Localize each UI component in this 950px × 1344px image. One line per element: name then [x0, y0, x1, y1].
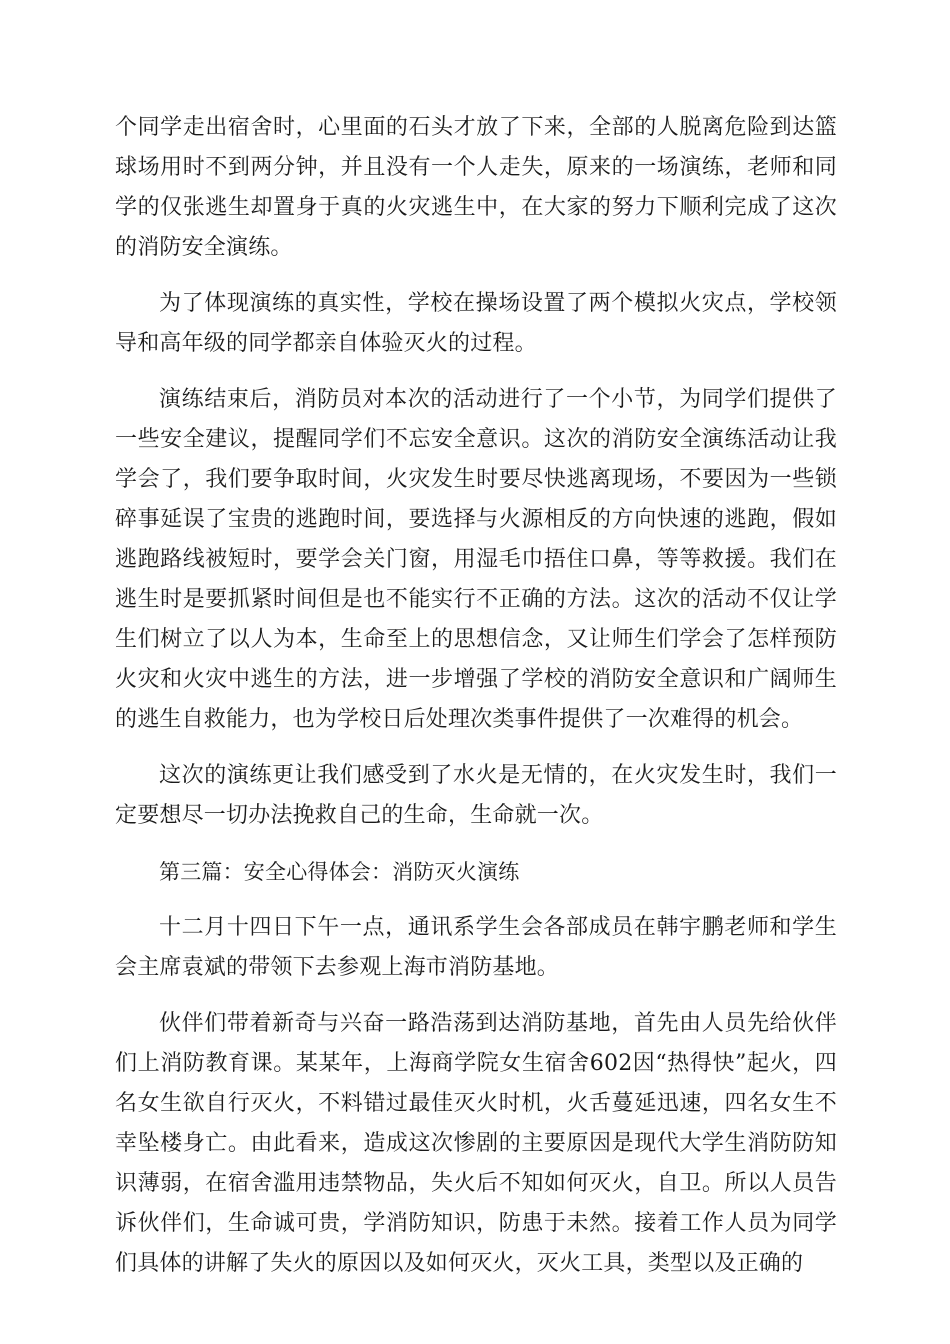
paragraph-2: 为了体现演练的真实性，学校在操场设置了两个模拟火灾点，学校领导和高年级的同学都亲自体验灭火的过程。: [115, 291, 837, 356]
paragraph-5: 十二月十四日下午一点，通讯系学生会各部成员在韩宇鹏老师和学生会主席袁斌的带领下去参观上海市消防基地。: [115, 915, 837, 980]
document-body: [115, 108, 837, 1300]
paragraph-4: 这次的演练更让我们感受到了水火是无情的，在火灾发生时，我们一定要想尽一切办法挽救自己的生命，生命就一次。: [115, 763, 837, 828]
paragraph-6: 伙伴们带着新奇与兴奋一路浩荡到达消防基地，首先由人员先给伙伴们上消防教育课。某某年，上海商学院女生宿舍602因“热得快”起火，四名女生欲自行灭火，不料错过最佳灭火时机，火舌蔓延迅速，四名女生不幸坠楼身亡。由此看来，造成这次惨剧的主要原因是现代大学生消防防知识薄弱，在宿舍滥用违禁物品，失火后不知如何灭火，自卫。所以人员告诉伙伴们，生命诚可贵，学消防知识，防患于未然。接着工作人员为同学们具体的讲解了失火的原因以及如何灭火，灭火工具，类型以及正确的: [115, 1011, 837, 1276]
paragraph-1: 个同学走出宿舍时，心里面的石头才放了下来，全部的人脱离危险到达篮球场用时不到两分钟，并且没有一个人走失，原来的一场演练，老师和同学的仅张逃生却置身于真的火灾逃生中，在大家的努力下顺利完成了这次的消防安全演练。: [115, 115, 837, 260]
paragraph-3: 演练结束后，消防员对本次的活动进行了一个小节，为同学们提供了一些安全建议，提醒同学们不忘安全意识。这次的消防安全演练活动让我学会了，我们要争取时间，火灾发生时要尽快逃离现场，不要因为一些锁碎事延误了宝贵的逃跑时间，要选择与火源相反的方向快速的逃跑，假如逃跑路线被短时，要学会关门窗，用湿毛巾捂住口鼻，等等救援。我们在逃生时是要抓紧时间但是也不能实行不正确的方法。这次的活动不仅让学生们树立了以人为本，生命至上的思想信念，又让师生们学会了怎样预防火灾和火灾中逃生的方法，进一步增强了学校的消防安全意识和广阔师生的逃生自救能力，也为学校日后处理次类事件提供了一次难得的机会。: [115, 387, 837, 732]
section-heading: 第三篇：安全心得体会：消防灭火演练: [159, 860, 520, 884]
